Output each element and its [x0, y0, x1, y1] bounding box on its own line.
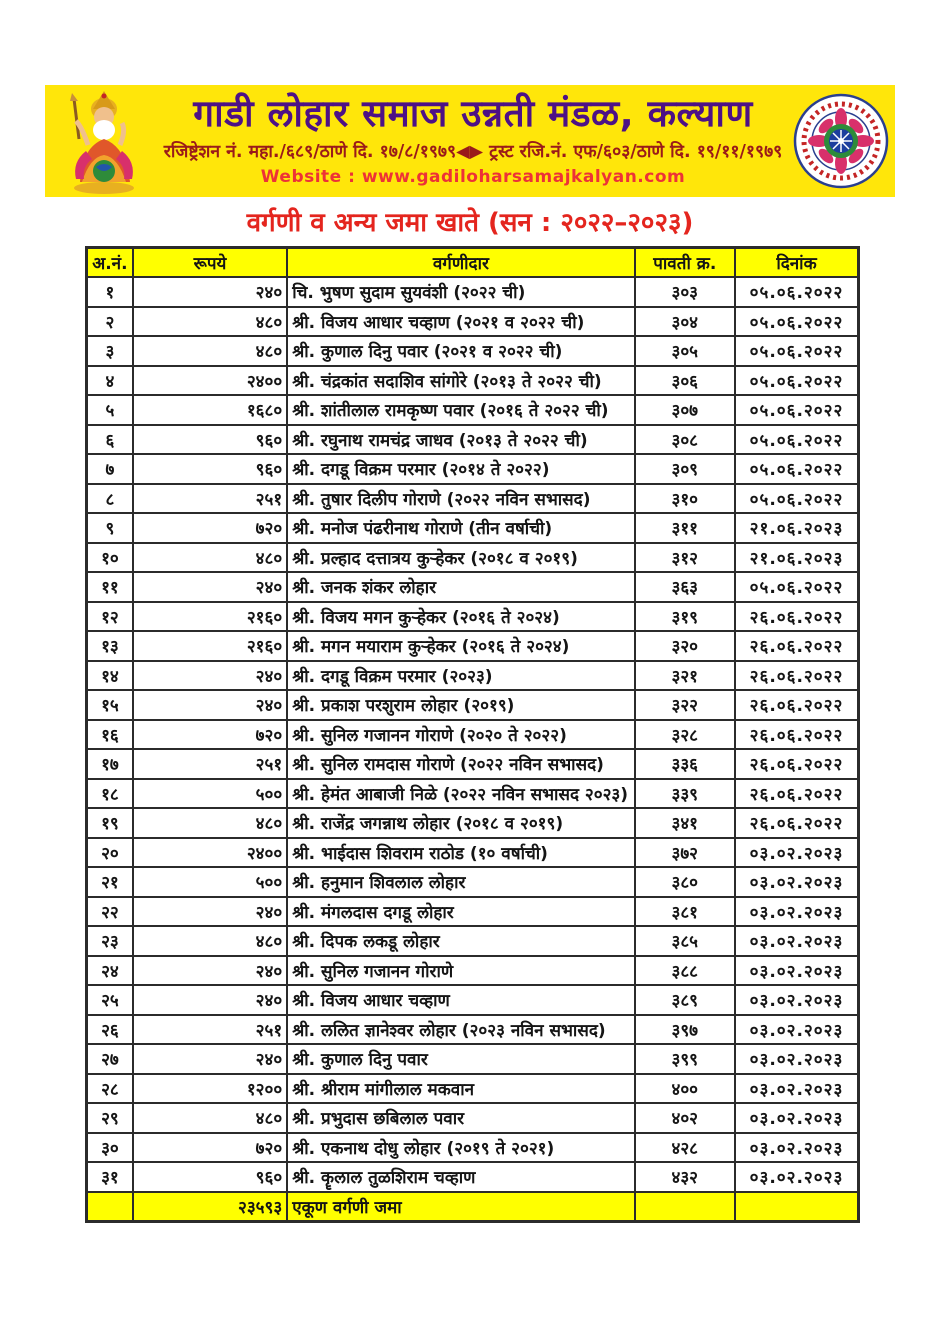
cell-date: ०५.०६.२०२२ — [735, 366, 859, 396]
cell-serial: २७ — [87, 1044, 133, 1074]
cell-member: श्री. भाईदास शिवराम राठोड (१० वर्षाची) — [287, 838, 634, 868]
cell-serial: १३ — [87, 631, 133, 661]
cell-serial: ११ — [87, 572, 133, 602]
cell-amount: ९६० — [133, 454, 287, 484]
cell-date: ०५.०६.२०२२ — [735, 395, 859, 425]
cell-date: ०३.०२.२०२३ — [735, 1074, 859, 1104]
total-label-cell: एकूण वर्गणी जमा — [287, 1192, 634, 1222]
cell-member: श्री. जनक शंकर लोहार — [287, 572, 634, 602]
table-row — [87, 897, 859, 927]
cell-amount: २४० — [133, 956, 287, 986]
cell-receipt: ३१० — [635, 484, 735, 514]
table-row — [87, 366, 859, 396]
table-row — [87, 808, 859, 838]
cell-amount: ९६० — [133, 425, 287, 455]
cell-amount: २४० — [133, 277, 287, 307]
vishwakarma-deity-illustration — [49, 86, 155, 196]
cell-amount: ५०० — [133, 867, 287, 897]
cell-date: ०३.०२.२०२३ — [735, 956, 859, 986]
cell-serial: २३ — [87, 926, 133, 956]
cell-amount: ४८० — [133, 543, 287, 573]
header-receipt: पावती क्र. — [635, 248, 735, 278]
cell-serial: ३ — [87, 336, 133, 366]
table-row — [87, 602, 859, 632]
cell-amount: २४०० — [133, 838, 287, 868]
cell-serial: १६ — [87, 720, 133, 750]
cell-member: श्री. श्रीराम मांगीलाल मकवान — [287, 1074, 634, 1104]
cell-amount: ४८० — [133, 307, 287, 337]
table-row — [87, 690, 859, 720]
table-row — [87, 749, 859, 779]
deity-icon — [52, 87, 152, 195]
cell-serial: २२ — [87, 897, 133, 927]
cell-serial: ५ — [87, 395, 133, 425]
cell-amount: ९६० — [133, 1162, 287, 1192]
cell-amount: ४८० — [133, 926, 287, 956]
cell-date: ०३.०२.२०२३ — [735, 867, 859, 897]
cell-receipt: ३०३ — [635, 277, 735, 307]
cell-date: ०५.०६.२०२२ — [735, 277, 859, 307]
total-date-cell — [735, 1192, 859, 1222]
cell-receipt: ३२१ — [635, 661, 735, 691]
cell-date: ०५.०६.२०२२ — [735, 454, 859, 484]
table-row — [87, 926, 859, 956]
cell-amount: १६८० — [133, 395, 287, 425]
cell-amount: ७२० — [133, 513, 287, 543]
cell-date: ०५.०६.२०२२ — [735, 425, 859, 455]
table-row — [87, 1015, 859, 1045]
cell-member: श्री. ललित ज्ञानेश्वर लोहार (२०२३ नविन सभासद) — [287, 1015, 634, 1045]
cell-serial: २४ — [87, 956, 133, 986]
cell-member: श्री. रघुनाथ रामचंद्र जाधव (२०१३ ते २०२२ ची) — [287, 425, 634, 455]
cell-amount: २४० — [133, 661, 287, 691]
cell-date: २६.०६.२०२२ — [735, 690, 859, 720]
cell-member: श्री. विजय आधार चव्हाण (२०२१ व २०२२ ची) — [287, 307, 634, 337]
table-row — [87, 484, 859, 514]
cell-receipt: ४०२ — [635, 1103, 735, 1133]
cell-serial: ३० — [87, 1133, 133, 1163]
cell-date: ०३.०२.२०२३ — [735, 1162, 859, 1192]
table-row — [87, 513, 859, 543]
table-row — [87, 1133, 859, 1163]
cell-amount: ५०० — [133, 779, 287, 809]
cell-date: २६.०६.२०२२ — [735, 720, 859, 750]
table-row — [87, 454, 859, 484]
cell-date: ०३.०२.२०२३ — [735, 838, 859, 868]
cell-member: श्री. शांतीलाल रामकृष्ण पवार (२०१६ ते २०२२ ची) — [287, 395, 634, 425]
total-receipt-cell — [635, 1192, 735, 1222]
cell-date: २६.०६.२०२२ — [735, 661, 859, 691]
cell-receipt: ३७२ — [635, 838, 735, 868]
cell-date: ०३.०२.२०२३ — [735, 1015, 859, 1045]
cell-amount: ४८० — [133, 1103, 287, 1133]
cell-serial: २९ — [87, 1103, 133, 1133]
cell-date: २६.०६.२०२२ — [735, 631, 859, 661]
cell-amount: २१६० — [133, 631, 287, 661]
cell-receipt: ४०० — [635, 1074, 735, 1104]
banner-text-block — [155, 91, 791, 192]
cell-receipt: ३८९ — [635, 985, 735, 1015]
table-row — [87, 1103, 859, 1133]
cell-member: श्री. दिपक लकडू लोहार — [287, 926, 634, 956]
cell-receipt: ४३२ — [635, 1162, 735, 1192]
cell-member: श्री. प्रल्हाद दत्तात्रय कुऱ्हेकर (२०१८ व २०१९) — [287, 543, 634, 573]
cell-receipt: ३६३ — [635, 572, 735, 602]
cell-receipt: ३०८ — [635, 425, 735, 455]
cell-amount: २५१ — [133, 749, 287, 779]
table-body — [87, 277, 859, 1192]
table-row — [87, 985, 859, 1015]
ledger-table-container — [85, 246, 860, 1223]
cell-amount: ७२० — [133, 1133, 287, 1163]
org-banner — [45, 85, 895, 197]
cell-receipt: ३०५ — [635, 336, 735, 366]
cell-date: ०३.०२.२०२३ — [735, 897, 859, 927]
cell-serial: ३१ — [87, 1162, 133, 1192]
cell-amount: २५१ — [133, 484, 287, 514]
header-amount: रूपये — [133, 248, 287, 278]
total-row — [87, 1192, 859, 1222]
cell-amount: २४०० — [133, 366, 287, 396]
table-row — [87, 838, 859, 868]
cell-member: श्री. कुणाल दिनु पवार — [287, 1044, 634, 1074]
cell-date: २६.०६.२०२२ — [735, 808, 859, 838]
cell-amount: ४८० — [133, 336, 287, 366]
cell-member: श्री. दगडू विक्रम परमार (२०२३) — [287, 661, 634, 691]
cell-amount: २४० — [133, 897, 287, 927]
cell-serial: १७ — [87, 749, 133, 779]
cell-date: २१.०६.२०२३ — [735, 543, 859, 573]
cell-receipt: ३३६ — [635, 749, 735, 779]
cell-serial: ४ — [87, 366, 133, 396]
cell-date: ०५.०६.२०२२ — [735, 307, 859, 337]
emblem-icon — [793, 93, 889, 189]
cell-member: श्री. हेमंत आबाजी निळे (२०२२ नविन सभासद २०२३) — [287, 779, 634, 809]
cell-date: २१.०६.२०२३ — [735, 513, 859, 543]
cell-member: श्री. चंद्रकांत सदाशिव सांगोरे (२०१३ ते २०२२ ची) — [287, 366, 634, 396]
cell-date: ०५.०६.२०२२ — [735, 336, 859, 366]
cell-serial: २१ — [87, 867, 133, 897]
cell-serial: ९ — [87, 513, 133, 543]
cell-serial: २० — [87, 838, 133, 868]
cell-receipt: ३८५ — [635, 926, 735, 956]
ledger-table — [85, 246, 860, 1223]
cell-receipt: ४२८ — [635, 1133, 735, 1163]
cell-amount: २४० — [133, 985, 287, 1015]
table-header — [87, 248, 859, 278]
cell-serial: २८ — [87, 1074, 133, 1104]
cell-serial: १९ — [87, 808, 133, 838]
cell-amount: १२०० — [133, 1074, 287, 1104]
website-line: Website : www.gadiloharsamajkalyan.com — [260, 167, 686, 188]
table-row — [87, 1162, 859, 1192]
cell-receipt: ३९९ — [635, 1044, 735, 1074]
cell-receipt: ३२८ — [635, 720, 735, 750]
cell-date: २६.०६.२०२२ — [735, 779, 859, 809]
cell-receipt: ३१२ — [635, 543, 735, 573]
cell-member: श्री. सुनिल रामदास गोराणे (२०२२ नविन सभासद) — [287, 749, 634, 779]
mandal-round-emblem — [791, 86, 891, 196]
cell-receipt: ३३९ — [635, 779, 735, 809]
table-row — [87, 720, 859, 750]
cell-receipt: ३२२ — [635, 690, 735, 720]
table-row — [87, 277, 859, 307]
table-row — [87, 425, 859, 455]
cell-receipt: ३९७ — [635, 1015, 735, 1045]
cell-amount: २४० — [133, 690, 287, 720]
cell-receipt: ३११ — [635, 513, 735, 543]
cell-serial: २५ — [87, 985, 133, 1015]
table-row — [87, 867, 859, 897]
cell-receipt: ३४१ — [635, 808, 735, 838]
header-member: वर्गणीदार — [287, 248, 634, 278]
cell-member: श्री. मनोज पंढरीनाथ गोराणे (तीन वर्षाची) — [287, 513, 634, 543]
table-row — [87, 779, 859, 809]
cell-serial: २६ — [87, 1015, 133, 1045]
cell-member: श्री. दगडू विक्रम परमार (२०१४ ते २०२२) — [287, 454, 634, 484]
cell-member: श्री. प्रकाश परशुराम लोहार (२०१९) — [287, 690, 634, 720]
table-row — [87, 395, 859, 425]
header-serial: अ.नं. — [87, 248, 133, 278]
total-amount-cell: २३५९३ — [133, 1192, 287, 1222]
cell-serial: १४ — [87, 661, 133, 691]
cell-date: ०३.०२.२०२३ — [735, 1133, 859, 1163]
cell-member: श्री. मगन मयाराम कुऱ्हेकर (२०१६ ते २०२४) — [287, 631, 634, 661]
cell-receipt: ३१९ — [635, 602, 735, 632]
cell-date: ०३.०२.२०२३ — [735, 1103, 859, 1133]
cell-member: श्री. राजेंद्र जगन्नाथ लोहार (२०१८ व २०१९) — [287, 808, 634, 838]
cell-amount: ४८० — [133, 808, 287, 838]
cell-serial: ८ — [87, 484, 133, 514]
cell-date: ०५.०६.२०२२ — [735, 572, 859, 602]
cell-member: श्री. मंगलदास दगडू लोहार — [287, 897, 634, 927]
cell-date: ०३.०२.२०२३ — [735, 985, 859, 1015]
cell-date: २६.०६.२०२२ — [735, 602, 859, 632]
cell-member: श्री. विजय मगन कुऱ्हेकर (२०१६ ते २०२४) — [287, 602, 634, 632]
cell-serial: १५ — [87, 690, 133, 720]
table-row — [87, 1044, 859, 1074]
cell-date: ०३.०२.२०२३ — [735, 926, 859, 956]
cell-amount: ७२० — [133, 720, 287, 750]
cell-member: श्री. तुषार दिलीप गोराणे (२०२२ नविन सभासद) — [287, 484, 634, 514]
cell-serial: १८ — [87, 779, 133, 809]
org-name: गाडी लोहार समाज उन्नती मंडळ, कल्याण — [193, 91, 753, 135]
cell-date: ०५.०६.२०२२ — [735, 484, 859, 514]
cell-amount: २५१ — [133, 1015, 287, 1045]
cell-receipt: ३०४ — [635, 307, 735, 337]
total-serial-cell — [87, 1192, 133, 1222]
cell-receipt: ३८१ — [635, 897, 735, 927]
cell-receipt: ३०७ — [635, 395, 735, 425]
cell-receipt: ३८८ — [635, 956, 735, 986]
cell-member: श्री. सुनिल गजानन गोराणे — [287, 956, 634, 986]
cell-member: श्री. कुणाल दिनु पवार (२०२१ व २०२२ ची) — [287, 336, 634, 366]
cell-member: श्री. सुनिल गजानन गोराणे (२०२० ते २०२२) — [287, 720, 634, 750]
cell-amount: २४० — [133, 1044, 287, 1074]
cell-member: श्री. प्रभुदास छबिलाल पवार — [287, 1103, 634, 1133]
cell-member: श्री. एकनाथ दोधु लोहार (२०१९ ते २०२१) — [287, 1133, 634, 1163]
cell-receipt: ३८० — [635, 867, 735, 897]
table-row — [87, 307, 859, 337]
table-row — [87, 543, 859, 573]
cell-serial: ७ — [87, 454, 133, 484]
table-row — [87, 572, 859, 602]
cell-serial: १० — [87, 543, 133, 573]
cell-serial: ६ — [87, 425, 133, 455]
cell-serial: १२ — [87, 602, 133, 632]
cell-serial: २ — [87, 307, 133, 337]
cell-member: श्री. हनुमान शिवलाल लोहार — [287, 867, 634, 897]
cell-receipt: ३०९ — [635, 454, 735, 484]
cell-member: श्री. विजय आधार चव्हाण — [287, 985, 634, 1015]
registration-line: रजिष्ट्रेशन नं. महा./६८९/ठाणे दि. १७/८/१९७९◀▶ ट्रस्ट रजि.नं. एफ/६०३/ठाणे दि. १९/११/१९७९ — [163, 142, 783, 163]
cell-date: २६.०६.२०२२ — [735, 749, 859, 779]
cell-amount: २४० — [133, 572, 287, 602]
table-row — [87, 1074, 859, 1104]
table-row — [87, 661, 859, 691]
cell-date: ०३.०२.२०२३ — [735, 1044, 859, 1074]
table-row — [87, 336, 859, 366]
cell-receipt: ३२० — [635, 631, 735, 661]
cell-member: श्री. कॄलाल तुळशिराम चव्हाण — [287, 1162, 634, 1192]
header-date: दिनांक — [735, 248, 859, 278]
cell-amount: २१६० — [133, 602, 287, 632]
cell-serial: १ — [87, 277, 133, 307]
cell-member: चि. भुषण सुदाम सुयवंशी (२०२२ ची) — [287, 277, 634, 307]
table-row — [87, 631, 859, 661]
cell-receipt: ३०६ — [635, 366, 735, 396]
page-title: वर्गणी व अन्य जमा खाते (सन : २०२२–२०२३) — [246, 208, 694, 238]
table-row — [87, 956, 859, 986]
